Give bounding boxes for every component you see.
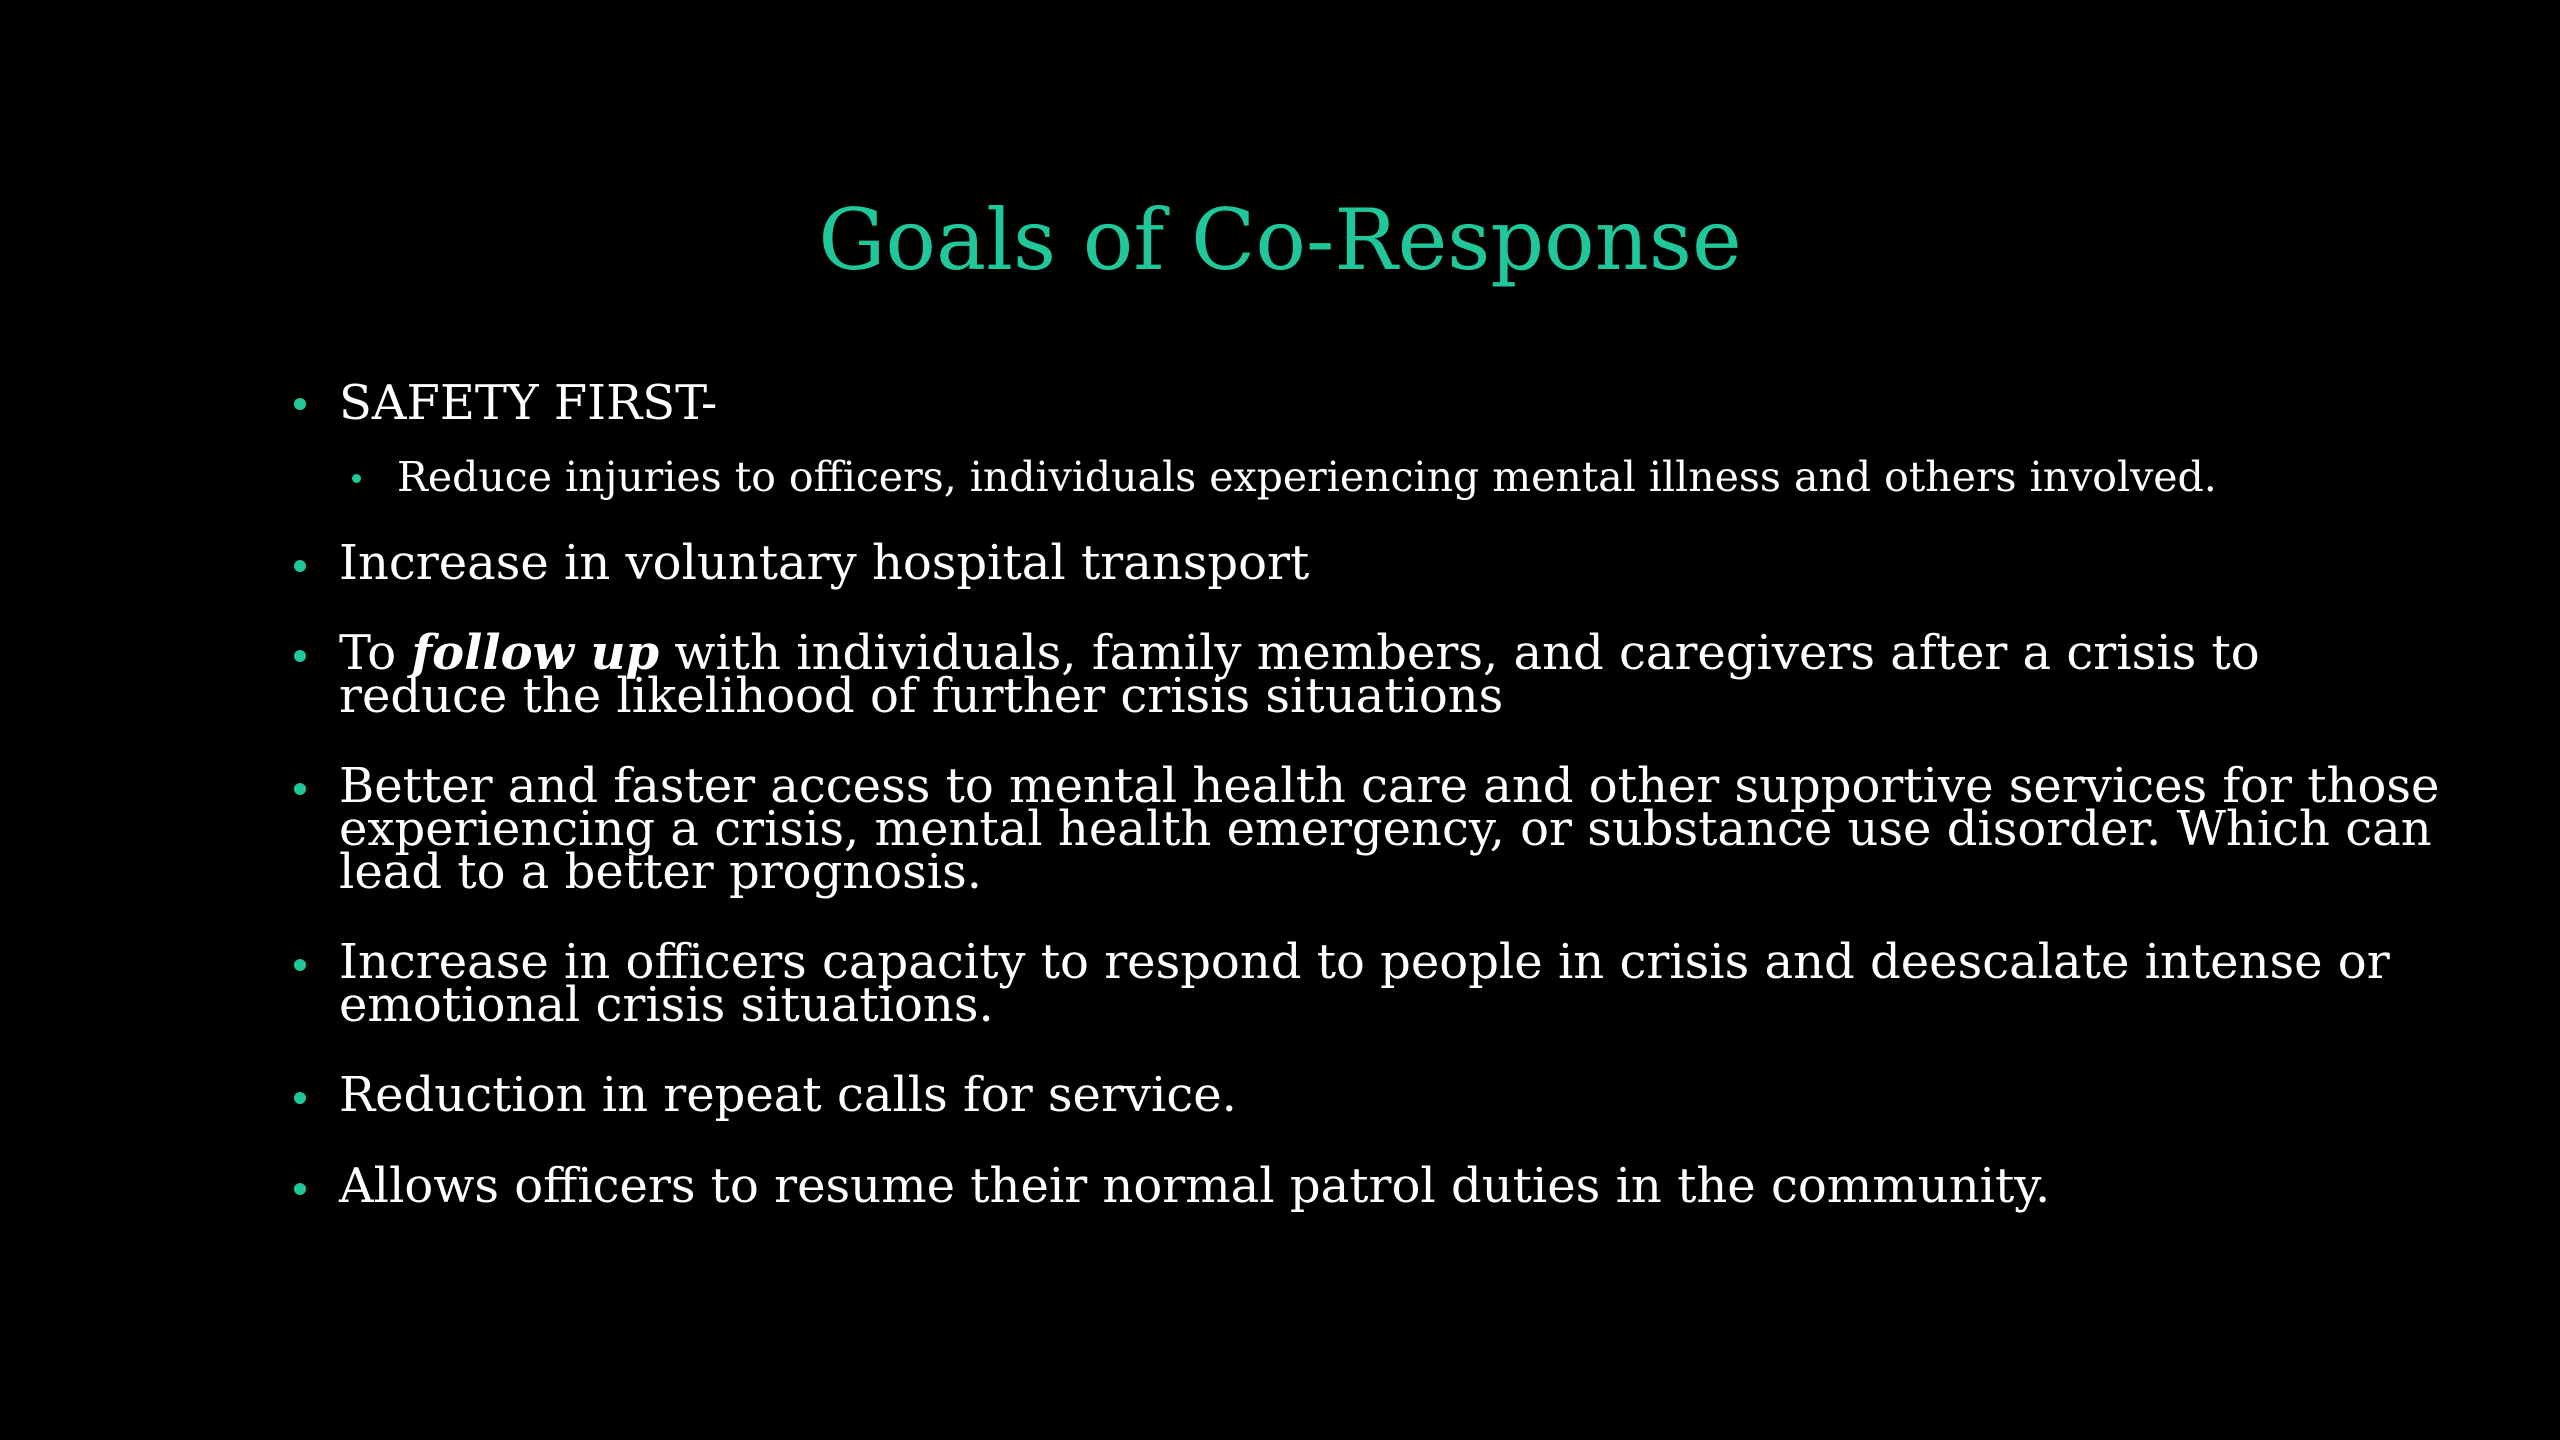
bullet-dot-icon [352,474,361,483]
bullet-dot-icon [294,1092,306,1104]
bullet-text: Allows officers to resume their normal patrol duties in the community. [339,1158,2051,1214]
bullet-dot-icon [294,650,306,662]
bullet-text-emphasis: follow up [411,625,660,681]
bullet-text: SAFETY FIRST- [339,375,718,431]
bullet-dot-icon [294,959,306,971]
bullet-dot-icon [294,398,306,410]
bullet-dot-icon [294,1183,306,1195]
bullet-text: Better and faster access to mental health care and other supportive services for those experiencing a crisis, mental health emergency, or substance use disorder. Which can lead to a better prognosis. [339,758,2440,900]
bullet-dot-icon [294,560,306,572]
bullet-text: Reduction in repeat calls for service. [339,1067,1237,1123]
bullet-text [339,625,2260,724]
bullet-text-before: To [339,625,412,681]
bullet-text: Increase in officers capacity to respond to people in crisis and deescalate intense or emotional crisis situations. [339,934,2390,1033]
slide-title: Goals of Co-Response [818,191,1742,289]
bullet-text: Increase in voluntary hospital transport [339,535,1310,591]
bullet-text: Reduce injuries to officers, individuals experiencing mental illness and others involved. [397,453,2217,501]
bullet-dot-icon [294,783,306,795]
bullet-text-after: with individuals, family members, and caregivers after a crisis to reduce the likelihood of further crisis situations [339,625,2260,724]
